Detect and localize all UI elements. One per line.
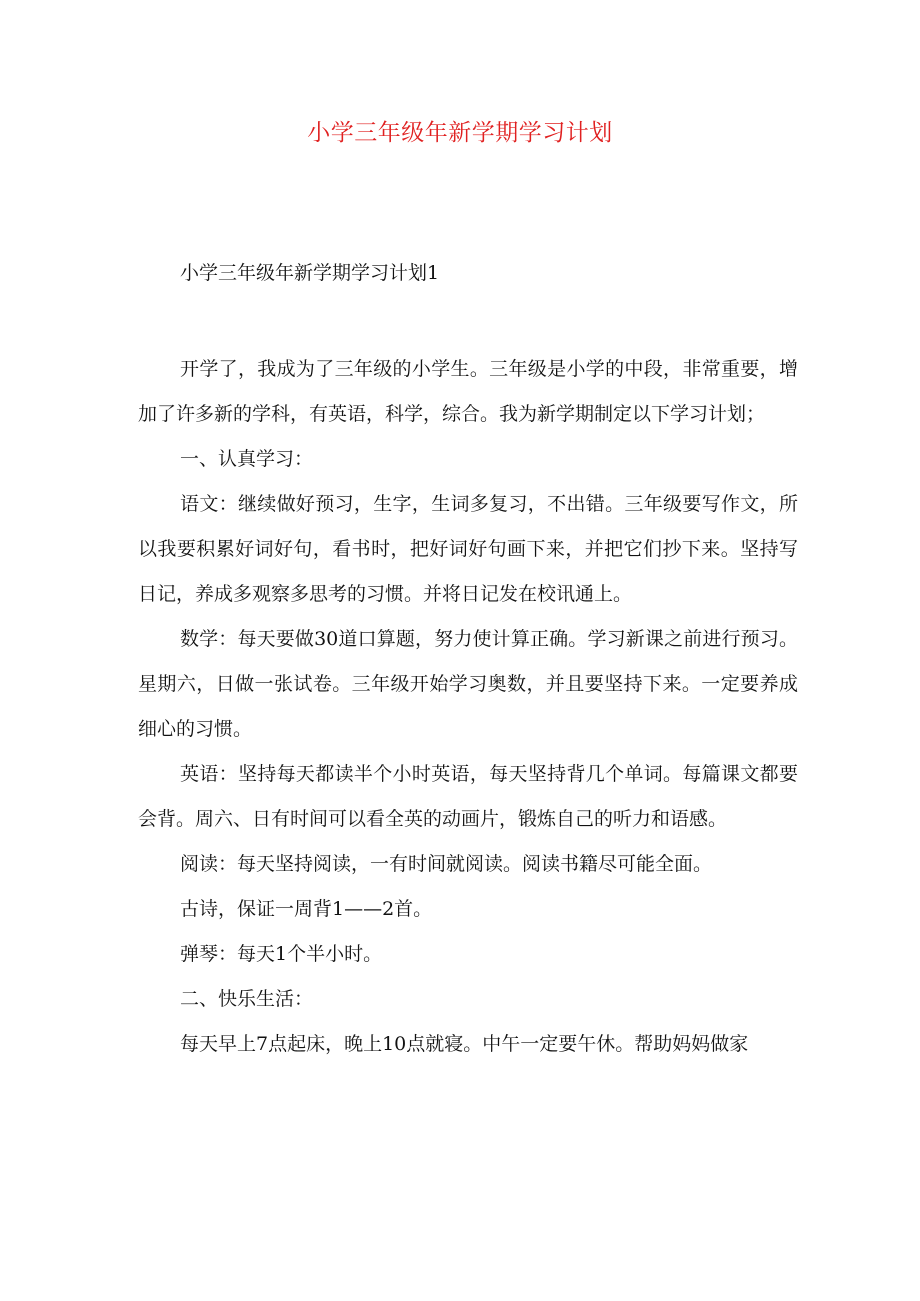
paragraph-piano: 弹琴：每天1个半小时。: [180, 943, 383, 965]
document-body: [138, 347, 798, 1067]
section-subtitle: 小学三年级年新学期学习计划1: [180, 262, 440, 284]
paragraph-daily-routine: 每天早上7点起床，晚上10点就寝。中午一定要午休。帮助妈妈做家: [180, 1033, 749, 1055]
intro-paragraph: 开学了，我成为了三年级的小学生。三年级是小学的中段，非常重要，增加了许多新的学科，有英语，科学，综合。我为新学期制定以下学习计划；: [138, 358, 798, 425]
paragraph-english: 英语：坚持每天都读半个小时英语，每天坚持背几个单词。每篇课文都要会背。周六、日有时间可以看全英的动画片，锻炼自己的听力和语感。: [138, 763, 798, 830]
paragraph-poetry: 古诗，保证一周背1——2首。: [180, 898, 433, 920]
paragraph-chinese: 语文：继续做好预习，生字，生词多复习，不出错。三年级要写作文，所以我要积累好词好句，看书时，把好词好句画下来，并把它们抄下来。坚持写日记，养成多观察多思考的习惯。并将日记发在校讯通上。: [138, 493, 798, 605]
section-heading-study: 一、认真学习：: [180, 448, 314, 470]
paragraph-math: 数学：每天要做30道口算题，努力使计算正确。学习新课之前进行预习。星期六，日做一张试卷。三年级开始学习奥数，并且要坚持下来。一定要养成细心的习惯。: [138, 628, 798, 740]
document-title: 小学三年级年新学期学习计划: [307, 120, 613, 146]
section-heading-life: 二、快乐生活：: [180, 988, 314, 1010]
paragraph-reading: 阅读：每天坚持阅读，一有时间就阅读。阅读书籍尽可能全面。: [180, 853, 713, 875]
